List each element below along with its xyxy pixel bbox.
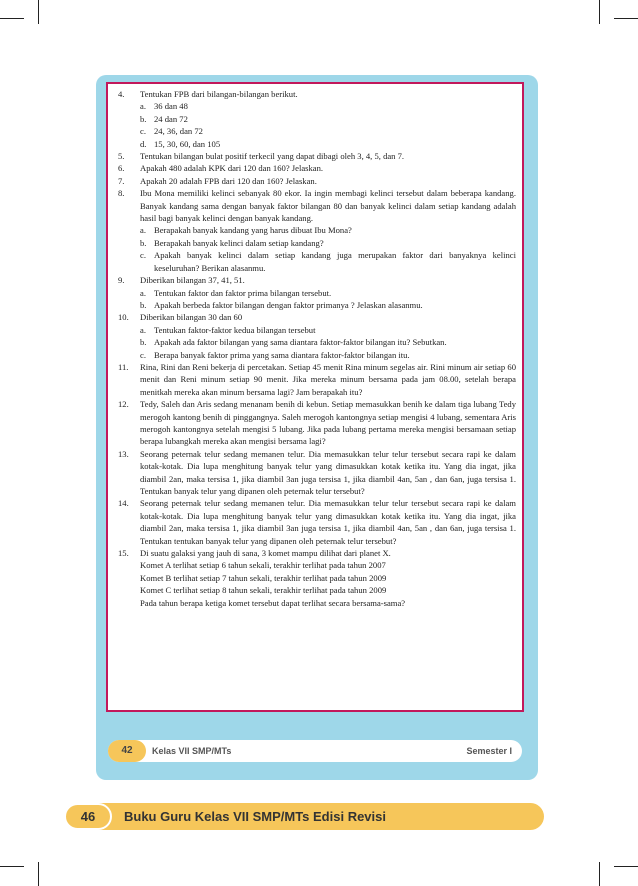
question-number: 6.: [118, 163, 125, 174]
sub-letter: d.: [140, 138, 147, 149]
crop-mark: [38, 0, 39, 24]
sub-letter: a.: [140, 225, 146, 236]
question-text: Tentukan bilangan bulat positif terkecil yang dapat dibagi oleh 3, 4, 5, dan 7.: [140, 151, 405, 162]
question-4: [118, 88, 516, 100]
question-number: 4.: [118, 89, 125, 99]
teacher-book-title: Buku Guru Kelas VII SMP/MTs Edisi Revisi: [124, 809, 386, 824]
question-14: [118, 497, 516, 547]
question-15: [118, 547, 516, 559]
sub-question: [118, 299, 516, 311]
crop-mark: [0, 866, 24, 867]
sub-letter: c.: [140, 126, 146, 137]
question-text: Seorang peternak telur sedang memanen telur. Dia memasukkan telur telur tersebut secara rapi ke dalam kotak-kotak. Dia lupa menghitung banyak telur yang dimasukkan kotak ketika itu. Yang dia ingat, jika diambil 2an, maka tersisa 1, jika diambil 3an juga tersisa 1, jika diambil 4an, 5an , dan 6an, juga tersisa 1. Tentukan tentukan banyak telur yang dipanen oleh peternak telur tersebut?: [140, 498, 516, 546]
student-book-semester: Semester I: [466, 746, 512, 756]
sub-question: [118, 100, 516, 112]
crop-mark: [614, 18, 638, 19]
question-number: 5.: [118, 151, 125, 162]
question-10: [118, 311, 516, 323]
question-12: [118, 398, 516, 448]
question-number: 13.: [118, 448, 129, 459]
sub-letter: a.: [140, 324, 146, 335]
sub-text: 24 dan 72: [154, 113, 188, 124]
student-book-footer: [108, 740, 522, 762]
question-number: 9.: [118, 275, 125, 286]
sub-text: 24, 36, dan 72: [154, 126, 203, 137]
question-text: Ibu Mona memiliki kelinci sebanyak 80 ekor. Ia ingin membagi kelinci tersebut dalam beberapa kandang. Banyak kandang sama dengan banyak faktor bilangan 80 dan banyak kelinci dalam setiap kandang adalah hasil bagi banyak kelinci dengan banyak kandang.: [140, 188, 516, 224]
sub-text: Tentukan faktor dan faktor prima bilangan tersebut.: [154, 287, 332, 298]
teacher-page-number: 46: [64, 803, 112, 830]
question-line: Komet A terlihat setiap 6 tahun sekali, terakhir terlihat pada tahun 2007: [140, 560, 386, 571]
question-number: 8.: [118, 188, 125, 199]
sub-letter: b.: [140, 337, 147, 348]
sub-text: Berapa banyak faktor prima yang sama diantara faktor-faktor bilangan itu.: [154, 349, 410, 360]
question-text: Diberikan bilangan 37, 41, 51.: [140, 275, 245, 286]
question-line: Komet B terlihat setiap 7 tahun sekali, terakhir terlihat pada tahun 2009: [140, 572, 387, 583]
crop-mark: [614, 866, 638, 867]
sub-text: 36 dan 48: [154, 101, 188, 112]
sub-question: [118, 125, 516, 137]
question-number: 11.: [118, 361, 129, 372]
crop-mark: [599, 0, 600, 24]
question-line: Pada tahun berapa ketiga komet tersebut dapat terlihat secara bersama-sama?: [140, 597, 406, 608]
exercise-box: [106, 82, 524, 712]
question-number: 10.: [118, 312, 129, 323]
question-text: Apakah 480 adalah KPK dari 120 dan 160? Jelaskan.: [140, 163, 324, 174]
sub-question: [118, 349, 516, 361]
question-line: Komet C terlihat setiap 8 tahun sekali, terakhir terlihat pada tahun 2009: [140, 585, 387, 596]
teacher-book-footer: [64, 803, 544, 830]
question-text: Tedy, Saleh dan Aris sedang menanam benih di kebun. Setiap memasukkan benih ke dalam tiga lubang Tedy merogoh kantong benih di pinggangnya. Saleh merogoh kantongnya setiap mengisi 4 lubang, sementara Aris merogoh kantongnya setelah mengisi 5 lubang. Jika pada lubang pertama mereka mengisi bersamaan setiap berapa lubangkah mereka akan mengisi bersama lagi?: [140, 399, 516, 447]
question-number: 15.: [118, 548, 129, 559]
sub-letter: a.: [140, 287, 146, 298]
sub-text: Berapakah banyak kandang yang harus dibuat Ibu Mona?: [154, 225, 352, 236]
sub-letter: b.: [140, 113, 147, 124]
sub-letter: b.: [140, 237, 147, 248]
sub-letter: c.: [140, 250, 146, 261]
question-text: Diberikan bilangan 30 dan 60: [140, 312, 243, 323]
question-text: Seorang peternak telur sedang memanen telur. Dia memasukkan telur telur tersebut secara rapi ke dalam kotak-kotak. Dia lupa menghitung banyak telur yang dimasukkan kotak ketika itu. Yang dia ingat, jika diambil 2an, maka tersisa 1, jika diambil 3an juga tersisa 1, jika diambil 4an, 5an , dan 6an, juga tersisa 1. Tentukan banyak telur yang dipanen oleh peternak telur tersebut?: [140, 448, 516, 496]
question-number: 12.: [118, 399, 129, 410]
question-7: [118, 175, 516, 187]
sub-letter: b.: [140, 299, 147, 310]
sub-text: Apakah ada faktor bilangan yang sama diantara faktor-faktor bilangan itu? Sebutkan.: [154, 337, 447, 348]
question-number: 7.: [118, 175, 125, 186]
sub-text: Apakah banyak kelinci dalam setiap kandang juga merupakan faktor dari banyaknya kelinci keseluruhan? Berikan alasanmu.: [154, 250, 516, 273]
student-book-class: Kelas VII SMP/MTs: [152, 746, 232, 756]
sub-text: 15, 30, 60, dan 105: [154, 138, 221, 149]
sub-text: Berapakah banyak kelinci dalam setiap kandang?: [154, 237, 324, 248]
crop-mark: [38, 862, 39, 886]
sub-question: [118, 224, 516, 236]
sub-question: [118, 324, 516, 336]
sub-question: [118, 249, 516, 274]
sub-question: [118, 287, 516, 299]
question-11: [118, 361, 516, 398]
sub-question: [118, 237, 516, 249]
question-number: 14.: [118, 498, 129, 509]
question-5: [118, 150, 516, 162]
sub-text: Apakah berbeda faktor bilangan dengan faktor primanya ? Jelaskan alasanmu.: [154, 299, 423, 310]
question-8: [118, 187, 516, 224]
question-text: Apakah 20 adalah FPB dari 120 dan 160? Jelaskan.: [140, 175, 317, 186]
sub-letter: a.: [140, 101, 146, 112]
sub-question: [118, 113, 516, 125]
sub-question: [118, 138, 516, 150]
question-13: [118, 448, 516, 498]
sub-letter: c.: [140, 349, 146, 360]
question-text: Rina, Rini dan Reni bekerja di percetakan. Setiap 45 menit Rina minum segelas air. Rini minum air setiap 60 menit dan Reni minum setiap 90 menit. Jika mereka minum bersama pada jam 08.00, setelah berapa menitkah mereka akan minum bersama lagi? Jam berapakah itu?: [140, 361, 516, 397]
crop-mark: [0, 18, 24, 19]
sub-question: [118, 336, 516, 348]
question-6: [118, 162, 516, 174]
question-text: Di suatu galaksi yang jauh di sana, 3 komet mampu dilihat dari planet X.: [140, 548, 391, 559]
crop-mark: [599, 862, 600, 886]
sub-text: Tentukan faktor-faktor kedua bilangan tersebut: [154, 324, 316, 335]
question-text: Tentukan FPB dari bilangan-bilangan berikut.: [140, 89, 298, 99]
question-9: [118, 274, 516, 286]
exercise-list: [118, 88, 516, 609]
student-page-number: 42: [108, 740, 146, 762]
